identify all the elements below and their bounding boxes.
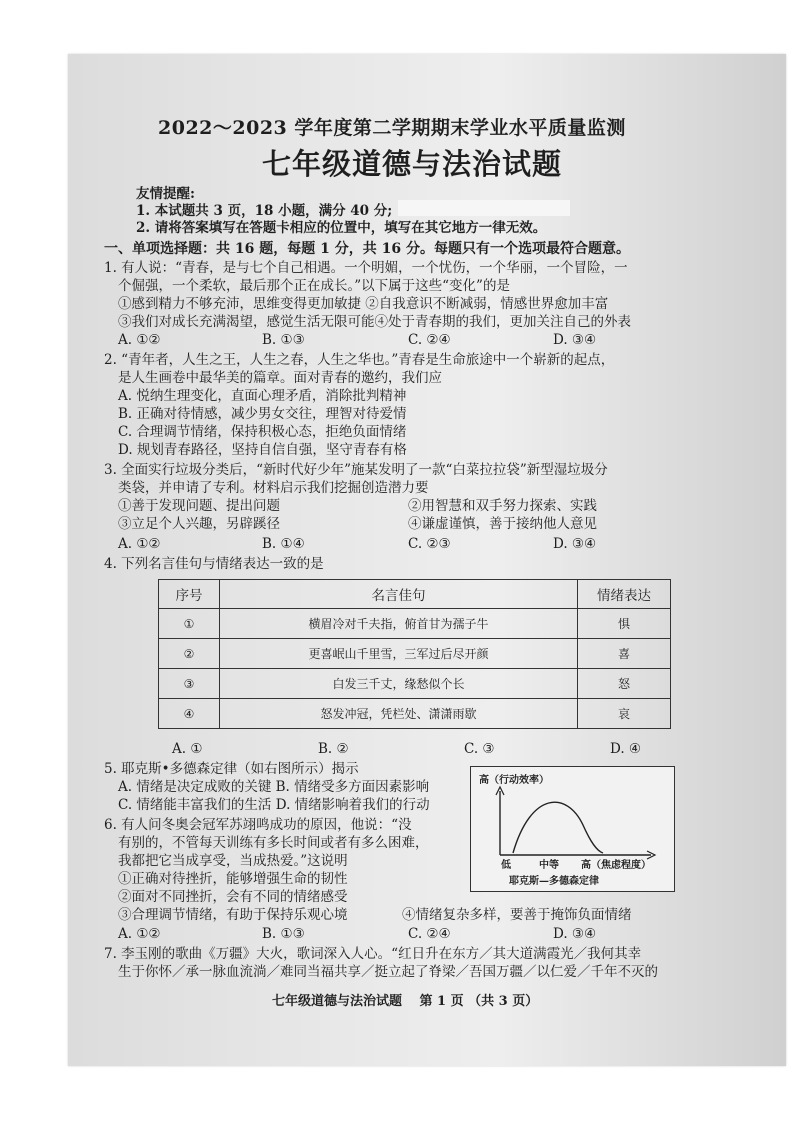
x-tick-low: 低 (501, 860, 511, 871)
q6-stem-line-2: 有别的，不管每天训练有多长时间或者有多么困难， (118, 835, 429, 851)
q1-answer-c: C. ②④ (408, 332, 451, 348)
q1-stem-line-1: 1. 有人说：“青春，是与七个自己相遇。一个明媚，一个忧伤，一个华丽，一个冒险，一 (104, 260, 628, 276)
row-quote: 怒发冲冠，凭栏处、潇潇雨歇 (220, 699, 578, 729)
q3-stem-line-1: 3. 全面实行垃圾分类后，“新时代好少年”施某发明了一款“白菜拉拉袋”新型湿垃圾分 (104, 462, 608, 478)
q6-answer-c: C. ②④ (408, 926, 451, 942)
q6-answer-a: A. ①② (118, 926, 161, 942)
q6-option-2: ②面对不同挫折，会有不同的情绪感受 (118, 889, 348, 905)
q2-stem-line-2: 是人生画卷中最华美的篇章。面对青春的邀约，我们应 (118, 370, 442, 386)
tips-heading: 友情提醒: (136, 186, 195, 202)
q1-options-line-1: ①感到精力不够充沛，思维变得更加敏捷 ②自我意识不断减弱，情感世界愈加丰富 (118, 296, 609, 312)
x-tick-medium: 中等 (539, 860, 559, 871)
q6-stem-line-1: 6. 有人问冬奥会冠军苏翊鸣成功的原因，他说：“没 (104, 817, 412, 833)
row-quote: 白发三千丈，缘愁似个长 (220, 669, 578, 699)
q6-option-4: ④情绪复杂多样，要善于掩饰负面情绪 (402, 907, 632, 923)
q3-option-2: ②用智慧和双手努力探索、实践 (408, 498, 597, 514)
row-emotion: 怒 (578, 669, 671, 699)
q2-option-a: A. 悦纳生理变化，直面心理矛盾，消除批判精神 (118, 388, 407, 404)
y-axis-label: 高（行动效率） (479, 775, 549, 786)
q3-answer-a: A. ①② (118, 536, 161, 552)
q1-answer-a: A. ①② (118, 332, 161, 348)
chart-title: 耶克斯—多德森定律 (509, 876, 599, 887)
q3-answer-d: D. ③④ (553, 536, 597, 552)
q4-answer-b: B. ② (318, 741, 349, 757)
performance-curve (513, 802, 603, 853)
row-emotion: 惧 (578, 609, 671, 639)
q6-option-3: ③合理调节情绪，有助于保持乐观心境 (118, 907, 348, 923)
q1-options-line-2: ③我们对成长充满渴望，感觉生活无限可能④处于青春期的我们，更加关注自己的外表 (118, 314, 631, 330)
section-heading: 一、单项选择题：共 16 题，每题 1 分，共 16 分。每题只有一个选项最符合题意。 (104, 241, 630, 257)
q4-answer-c: C. ③ (464, 741, 495, 757)
tips-line-2: 2. 请将答案填写在答题卡相应的位置中，填写在其它地方一律无效。 (136, 220, 547, 236)
column-header: 情绪表达 (578, 580, 671, 609)
row-number: ① (159, 609, 220, 639)
q6-stem-line-3: 我都把它当成享受，当成热爱。”这说明 (118, 853, 348, 869)
q2-option-d: D. 规划青春路径，坚持自信自强，坚守青春有格 (118, 442, 407, 458)
page-footer: 七年级道德与法治试题 第 1 页 （共 3 页） (272, 994, 539, 1009)
q2-option-c: C. 合理调节情绪，保持积极心态，拒绝负面情绪 (118, 424, 407, 440)
row-quote: 横眉冷对千夫指，俯首甘为孺子牛 (220, 609, 578, 639)
x-tick-high: 高（焦虑程度） (581, 860, 651, 871)
q3-stem-line-2: 类袋，并申请了专利。材料启示我们挖掘创造潜力要 (118, 480, 429, 496)
q4-stem: 4. 下列名言佳句与情绪表达一致的是 (104, 556, 324, 572)
q5-options-line-2: C. 情绪能丰富我们的生活 D. 情绪影响着我们的行动 (118, 797, 430, 813)
q2-option-b: B. 正确对待情感，减少男女交往，理智对待爱情 (118, 406, 407, 422)
q1-stem-line-2: 个倔强，一个柔软，最后那个正在成长。”以下属于这些“变化”的是 (118, 278, 510, 294)
q3-answer-c: C. ②③ (408, 536, 451, 552)
quote-emotion-table (158, 579, 671, 729)
row-emotion: 哀 (578, 699, 671, 729)
q6-answer-b: B. ①③ (262, 926, 305, 942)
table-row (159, 699, 671, 729)
exam-subtitle: 七年级道德与法治试题 (262, 147, 563, 181)
q3-answer-b: B. ①④ (262, 536, 305, 552)
q3-option-1: ①善于发现问题、提出问题 (118, 498, 280, 514)
column-header: 序号 (159, 580, 220, 609)
q3-option-4: ④谦虚谨慎，善于接纳他人意见 (408, 516, 597, 532)
q3-option-3: ③立足个人兴趣，另辟蹊径 (118, 516, 280, 532)
row-emotion: 喜 (578, 639, 671, 669)
table-row (159, 609, 671, 639)
redacted-area (398, 200, 570, 216)
q7-stem-line-1: 7. 李玉刚的歌曲《万疆》大火，歌词深入人心。“红日升在东方／其大道满霞光／我何其幸 (104, 946, 642, 962)
tips-line-1: 1. 本试题共 3 页，18 小题，满分 40 分; (136, 203, 393, 219)
table-row (159, 639, 671, 669)
row-number: ③ (159, 669, 220, 699)
q1-answer-b: B. ①③ (262, 332, 305, 348)
row-number: ② (159, 639, 220, 669)
q6-option-1: ①正确对待挫折，能够增强生命的韧性 (118, 871, 348, 887)
table-row (159, 669, 671, 699)
q4-answer-a: A. ① (172, 741, 203, 757)
q2-stem-line-1: 2. “青年者，人生之王，人生之春，人生之华也。”青春是生命旅途中一个崭新的起点， (104, 352, 615, 368)
q6-answer-d: D. ③④ (553, 926, 597, 942)
row-number: ④ (159, 699, 220, 729)
exam-title: 2022～2023 学年度第二学期期末学业水平质量监测 (158, 117, 626, 139)
column-header: 名言佳句 (220, 580, 578, 609)
row-quote: 更喜岷山千里雪，三军过后尽开颜 (220, 639, 578, 669)
q7-stem-line-2: 生于你怀／承一脉血流淌／难同当福共享／挺立起了脊梁／吾国万疆／以仁爱／千年不灭的 (118, 964, 658, 980)
table-header-row (159, 580, 671, 609)
q1-answer-d: D. ③④ (553, 332, 597, 348)
q4-answer-d: D. ④ (610, 741, 642, 757)
q5-options-line-1: A. 情绪是决定成败的关键 B. 情绪受多方面因素影响 (118, 779, 430, 795)
yerkes-dodson-chart (470, 766, 675, 892)
q5-stem: 5. 耶克斯•多德森定律（如右图所示）揭示 (104, 761, 359, 777)
